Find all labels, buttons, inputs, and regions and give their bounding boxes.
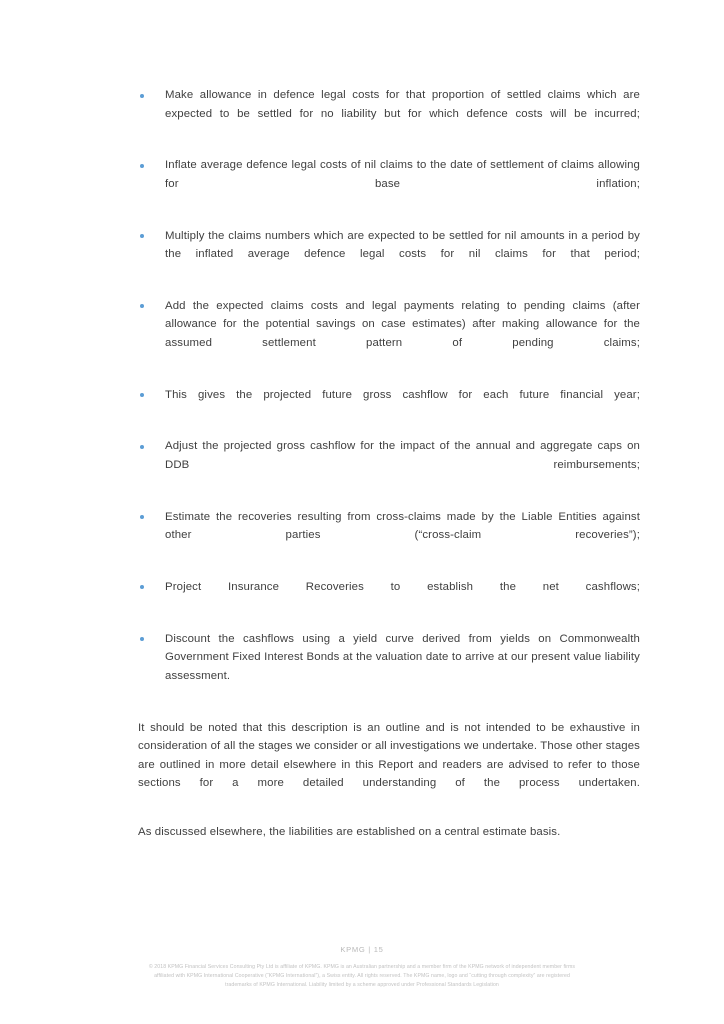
- list-item: [138, 86, 640, 142]
- legal-disclaimer-line: affiliated with KPMG International Cooperative (“KPMG International”), a Swiss entity. All rights reserved. The KPMG name, logo and “cutting through complexity” are registered: [154, 973, 570, 980]
- bullet-point-icon: [140, 585, 144, 589]
- list-item-text: Project Insurance Recoveries to establish the net cashflows;: [165, 580, 640, 593]
- paragraph-scope-note: It should be noted that this description is an outline and is not intended to be exhaustive in consideration of all the stages we consider or all investigations we undertake. Those other stages are outlined in more detail elsewhere in this Report and readers are advised to refer to those sections for a more detailed understanding of the process undertaken.: [138, 721, 640, 790]
- list-item: [138, 227, 640, 283]
- list-item: [138, 508, 640, 564]
- bullet-point-icon: [140, 304, 144, 308]
- list-item-text: Multiply the claims numbers which are expected to be settled for nil amounts in a period by the inflated average defence legal costs for nil claims for that period;: [165, 229, 640, 261]
- bullet-point-icon: [140, 94, 144, 98]
- legal-disclaimer-line: © 2018 KPMG Financial Services Consulting Pty Ltd is affiliate of KPMG. KPMG is an Australian partnership and a member firm of the KPMG network of independent member firms: [148, 964, 576, 970]
- bullet-point-icon: [140, 445, 144, 449]
- list-item: [138, 578, 640, 615]
- list-item: [138, 437, 640, 493]
- list-item-text: Inflate average defence legal costs of nil claims to the date of settlement of claims allowing for base inflation;: [165, 159, 640, 190]
- methodology-bullet-list: [138, 86, 640, 704]
- list-item: [138, 630, 640, 704]
- list-item: [138, 297, 640, 371]
- list-item-text: Estimate the recoveries resulting from cross-claims made by the Liable Entities against other parties (“cross-claim recoveries”);: [165, 510, 640, 542]
- list-item-text: This gives the projected future gross cashflow for each future financial year;: [165, 388, 640, 401]
- list-item: [138, 386, 640, 423]
- list-item-text: Add the expected claims costs and legal payments relating to pending claims (after allowance for the potential savings on case estimates) after making allowance for the assumed settlement pattern of pending claims;: [165, 299, 640, 350]
- list-item-text: Discount the cashflows using a yield curve derived from yields on Commonwealth Government Fixed Interest Bonds at the valuation date to arrive at our present value liability assessment.: [165, 632, 640, 682]
- bullet-point-icon: [140, 393, 144, 397]
- legal-disclaimer-line: trademarks of KPMG International. Liability limited by a scheme approved under Professional Standards Legislation: [225, 982, 499, 989]
- legal-disclaimer: [0, 963, 724, 990]
- bullet-point-icon: [140, 637, 144, 641]
- list-item-text: Adjust the projected gross cashflow for the impact of the annual and aggregate caps on DDB reimbursements;: [165, 440, 640, 471]
- list-item: [138, 156, 640, 212]
- document-body: [138, 86, 640, 852]
- list-item-text: Make allowance in defence legal costs for that proportion of settled claims which are expected to be settled for no liability but for which defence costs will be incurred;: [165, 89, 640, 120]
- page-footer: [0, 944, 724, 990]
- bullet-point-icon: [140, 164, 144, 168]
- page-number: KPMG | 15: [340, 945, 384, 954]
- paragraph-central-estimate: As discussed elsewhere, the liabilities are established on a central estimate basis.: [138, 825, 561, 838]
- bullet-point-icon: [140, 515, 144, 519]
- bullet-point-icon: [140, 234, 144, 238]
